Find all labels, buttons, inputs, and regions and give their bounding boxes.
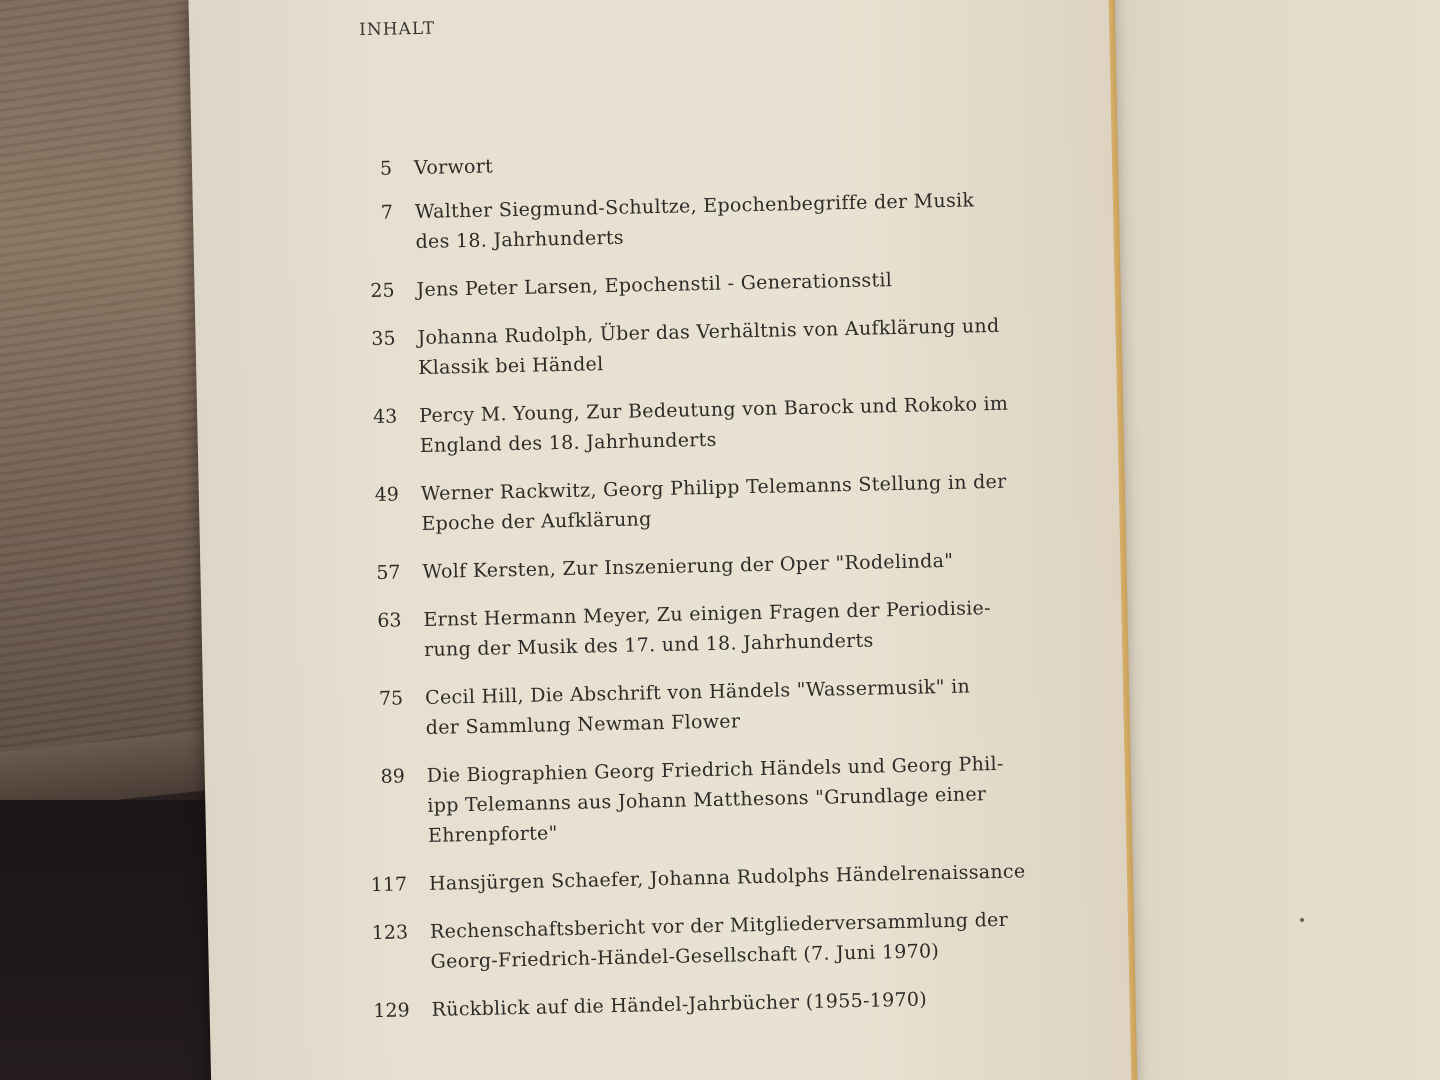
contents-page	[188, 0, 1131, 1080]
toc-line: Epoche der Aufklärung	[421, 508, 652, 535]
toc-entry	[327, 388, 1028, 463]
toc-line: des 18. Jahrhunderts	[415, 226, 625, 254]
toc-page-number: 49	[374, 483, 400, 506]
toc-entry-text	[416, 262, 1024, 305]
toc-line: ipp Telemanns aus Johann Matthesons "Grundlage einer	[427, 783, 987, 817]
toc-line: Ehrenpforte"	[427, 822, 558, 847]
toc-entry-text	[419, 388, 1028, 461]
toc-entry-text	[415, 184, 1024, 257]
toc-page-number: 123	[371, 921, 409, 945]
toc-line: Werner Rackwitz, Georg Philipp Telemanns Stellung in der	[420, 470, 1007, 505]
toc-entry-text	[422, 544, 1030, 587]
toc-page-number: 117	[370, 873, 408, 897]
table-of-contents	[322, 140, 1040, 1026]
toc-entry	[324, 262, 1024, 307]
toc-line: Jens Peter Larsen, Epochenstil - Generationsstil	[416, 269, 893, 302]
toc-entry-text	[429, 856, 1037, 899]
toc-entry	[331, 592, 1032, 667]
toc-entry	[333, 670, 1034, 745]
toc-line: der Sammlung Newman Flower	[425, 710, 741, 739]
toc-entry-text	[425, 670, 1034, 743]
toc-entry-text	[414, 140, 1022, 183]
toc-line: Vorwort	[413, 155, 494, 180]
page-content	[188, 0, 1131, 1080]
toc-line: Georg-Friedrich-Händel-Gesellschaft (7. Juni 1970)	[430, 940, 940, 973]
toc-entry-text	[430, 904, 1039, 977]
toc-page-number: 57	[376, 561, 401, 584]
toc-page-number: 89	[380, 765, 406, 788]
toc-entry	[339, 982, 1039, 1027]
toc-line: Walther Siegmund-Schultze, Epochenbegriffe der Musik	[414, 189, 975, 224]
toc-entry	[334, 748, 1036, 853]
toc-entry	[325, 310, 1026, 385]
toc-line: Die Biographien Georg Friedrich Händels und Georg Phil-	[426, 752, 1004, 787]
toc-entry-text	[421, 466, 1030, 539]
contents-heading: INHALT	[358, 18, 436, 41]
toc-line: Wolf Kersten, Zur Inszenierung der Oper "Rodelinda"	[422, 549, 954, 583]
toc-entry	[322, 140, 1022, 185]
toc-page-number: 25	[370, 279, 395, 303]
toc-page-number: 43	[372, 405, 398, 428]
toc-page-number: 75	[378, 687, 404, 710]
toc-page-number: 7	[380, 201, 394, 224]
right-book-page	[1090, 0, 1440, 1080]
toc-line: Klassik bei Händel	[418, 353, 604, 380]
toc-entry-text	[417, 310, 1026, 383]
toc-entry	[323, 184, 1024, 259]
toc-line: rung der Musik des 17. und 18. Jahrhunderts	[423, 629, 874, 661]
toc-page-number: 129	[373, 999, 410, 1023]
toc-entry-text	[426, 748, 1036, 851]
toc-page-number: 63	[377, 609, 402, 632]
toc-line: England des 18. Jahrhunderts	[419, 428, 717, 458]
toc-entry-text	[423, 592, 1032, 665]
paper-speck	[1300, 918, 1304, 922]
toc-entry	[337, 856, 1037, 901]
toc-line: Percy M. Young, Zur Bedeutung von Barock und Rokoko im	[419, 392, 1009, 428]
toc-line: Johanna Rudolph, Über das Verhältnis von Aufklärung und	[417, 314, 1000, 350]
toc-line: Ernst Hermann Meyer, Zu einigen Fragen der Periodisie-	[423, 597, 992, 631]
toc-page-number: 35	[371, 327, 396, 350]
toc-entry	[330, 544, 1030, 589]
toc-line: Hansjürgen Schaefer, Johanna Rudolphs Händelrenaissance	[428, 860, 1026, 895]
toc-page-number: 5	[379, 157, 393, 180]
toc-entry	[338, 904, 1039, 979]
toc-line: Rechenschaftsbericht vor der Mitgliederversammlung der	[429, 908, 1009, 943]
toc-entry-text	[431, 982, 1039, 1025]
toc-entry	[329, 466, 1030, 541]
toc-line: Rückblick auf die Händel-Jahrbücher (1955-1970)	[431, 988, 928, 1021]
toc-line: Cecil Hill, Die Abschrift von Händels "Wassermusik" in	[424, 675, 971, 709]
